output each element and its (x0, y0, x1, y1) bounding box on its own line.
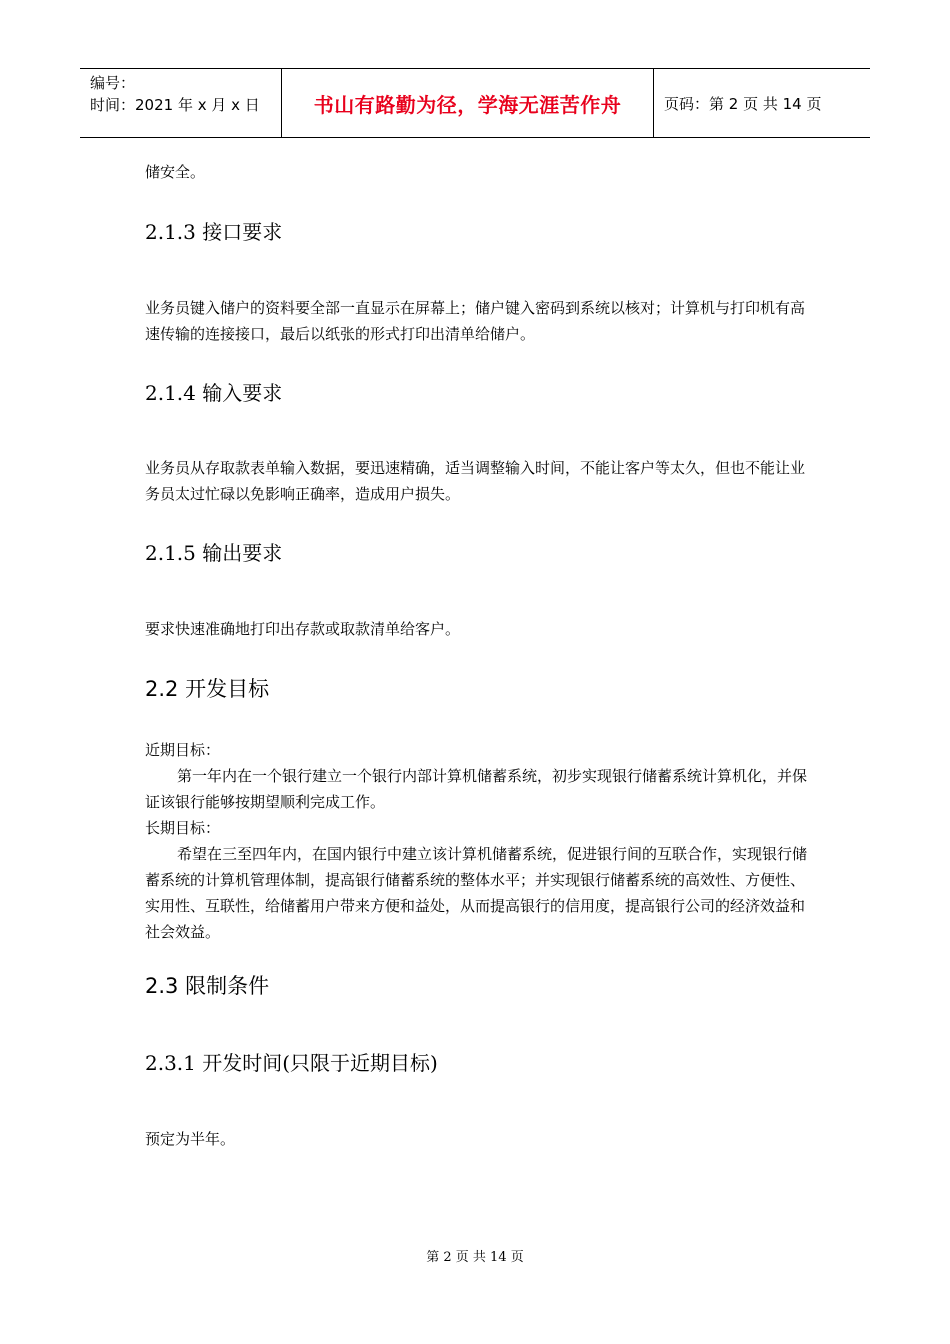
paragraph-interface-requirements: 业务员键入储户的资料要全部一直显示在屏幕上；储户键入密码到系统以核对；计算机与打印机有高速传输的连接接口，最后以纸张的形式打印出清单给储户。 (145, 299, 806, 343)
heading-2-3-1: 2.3.1 开发时间(只限于近期目标) (145, 1051, 438, 1075)
header-meta (80, 69, 282, 137)
paragraph-output-requirements: 要求快速准确地打印出存款或取款清单给客户。 (145, 620, 461, 638)
header-page-cell (654, 69, 870, 137)
heading-2-1-4: 2.1.4 输入要求 (145, 381, 283, 405)
long-term-text: 希望在三至四年内，在国内银行中建立该计算机储蓄系统，促进银行间的互联合作，实现银行储蓄系统的计算机管理体制，提高银行储蓄系统的整体水平；并实现银行储蓄系统的高效性、方便性、实用性、互联性，给储蓄用户带来方便和益处，从而提高银行的信用度，提高银行公司的经济效益和社会效益。 (145, 845, 808, 941)
paragraph-development-time: 预定为半年。 (145, 1130, 236, 1148)
document-number-label: 编号： (90, 74, 136, 92)
long-term-label: 长期目标： (145, 819, 221, 837)
heading-2-1-5: 2.1.5 输出要求 (145, 541, 283, 565)
page-footer: 第 2 页 共 14 页 (426, 1250, 524, 1265)
document-date-label: 时间：2021 年 x 月 x 日 (90, 96, 260, 114)
near-term-goals (145, 737, 810, 945)
heading-2-2: 2.2 开发目标 (145, 677, 270, 701)
paragraph-input-requirements: 业务员从存取款表单输入数据，要迅速精确，适当调整输入时间，不能让客户等太久，但也不能让业务员太过忙碌以免影响正确率，造成用户损失。 (145, 459, 806, 503)
near-term-label: 近期目标： (145, 741, 221, 759)
heading-2-1-3: 2.1.3 接口要求 (145, 220, 283, 244)
header-motto: 书山有路勤为径，学海无涯苦作舟 (313, 92, 622, 117)
heading-2-3: 2.3 限制条件 (145, 974, 270, 998)
header-motto-cell (282, 69, 654, 137)
near-term-text: 第一年内在一个银行建立一个银行内部计算机储蓄系统，初步实现银行储蓄系统计算机化，并保证该银行能够按期望顺利完成工作。 (145, 767, 808, 811)
header-page-number: 页码：第 2 页 共 14 页 (664, 94, 822, 113)
paragraph-continued: 储安全。 (145, 163, 206, 181)
page-header (80, 68, 870, 138)
